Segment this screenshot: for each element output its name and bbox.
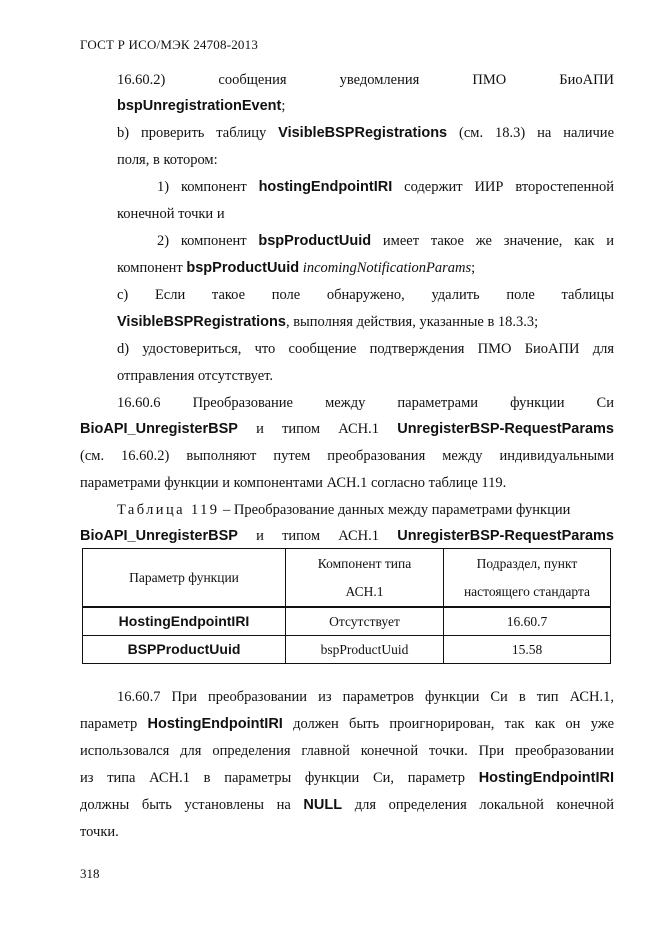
conversion-table — [82, 548, 611, 664]
text-line: использовался для определения главной конечной точки. При преобразовании — [80, 743, 614, 759]
text-line — [80, 419, 614, 439]
word: 16.60.2) — [117, 72, 166, 88]
text-line — [80, 714, 614, 734]
table-header-row — [83, 549, 611, 608]
header-component — [286, 549, 444, 608]
line-tail: ; — [471, 260, 476, 276]
param-name: BSPProductUuid — [127, 641, 241, 657]
text-line: 16.60.6 Преобразование между параметрами функции Си — [117, 395, 614, 411]
table-caption — [117, 500, 614, 520]
code-identifier: bspUnregistrationEvent — [117, 98, 282, 114]
line-mid: и типом АСН.1 — [256, 528, 380, 544]
table-cell: 15.58 — [444, 636, 611, 664]
text-line: 16.60.7 При преобразовании из параметров функции Си в тип АСН.1, — [117, 689, 614, 705]
text-line: (см. 16.60.2) выполняют путем преобразования между индивидуальными — [80, 448, 614, 464]
code-identifier: BioAPI_UnregisterBSP — [80, 421, 238, 437]
line-post: (см. 18.3) на наличие — [459, 125, 615, 141]
table-row — [83, 607, 611, 636]
word: уведомления — [339, 72, 420, 88]
page-number: 318 — [80, 866, 100, 881]
code-identifier: HostingEndpointIRI — [147, 716, 283, 732]
header-section — [444, 549, 611, 608]
line-pre: компонент — [117, 260, 183, 276]
code-identifier: BioAPI_UnregisterBSP — [80, 528, 238, 544]
text-line — [117, 123, 614, 143]
text-line: отправления отсутствует. — [117, 368, 274, 384]
code-identifier: HostingEndpointIRI — [478, 770, 614, 786]
text-line: точки. — [80, 824, 119, 840]
code-identifier: VisibleBSPRegistrations — [278, 125, 448, 141]
table-cell: 16.60.7 — [444, 607, 611, 636]
text-line — [80, 795, 614, 815]
code-identifier: UnregisterBSP-RequestParams — [397, 421, 614, 437]
caption-label: Таблица 119 — [117, 502, 220, 518]
line-pre: 1) компонент — [157, 179, 247, 195]
header-line: Компонент типа — [317, 555, 412, 571]
text-line: параметрами функции и компонентами АСН.1 согласно таблице 119. — [80, 475, 507, 491]
text-line — [80, 768, 614, 788]
line-pre: из типа АСН.1 в параметры функции Си, параметр — [80, 770, 465, 786]
header-param: Параметр функции — [83, 549, 286, 608]
line-pre: b) проверить таблицу — [117, 125, 267, 141]
line-pre: должны быть установлены на — [80, 797, 291, 813]
text-line: конечной точки и — [117, 206, 225, 222]
table-caption-cont — [80, 526, 614, 546]
code-identifier: bspProductUuid — [186, 260, 300, 276]
table-cell: Отсутствует — [286, 607, 444, 636]
table-cell — [83, 607, 286, 636]
line-post: содержит ИИР второстепенной — [404, 179, 615, 195]
table-row — [83, 636, 611, 664]
code-identifier: hostingEndpointIRI — [258, 179, 393, 195]
text-line: d) удостовериться, что сообщение подтверждения ПМО БиоАПИ для — [117, 341, 614, 357]
line-pre: параметр — [80, 716, 138, 732]
header-line: Подраздел, пункт — [476, 555, 578, 571]
line-post: должен быть проигнорирован, так как он уже — [293, 716, 615, 732]
text-line — [157, 231, 614, 251]
table-cell — [83, 636, 286, 664]
header-line: настоящего стандарта — [463, 583, 591, 599]
param-name: HostingEndpointIRI — [118, 613, 250, 629]
text-line: c) Если такое поле обнаружено, удалить поле таблицы — [117, 287, 614, 303]
table-cell: bspProductUuid — [286, 636, 444, 664]
code-identifier: NULL — [303, 797, 343, 813]
caption-text: – Преобразование данных между параметрами функции — [223, 502, 571, 518]
line-post: имеет такое же значение, как и — [382, 233, 614, 249]
line-pre: 2) компонент — [157, 233, 247, 249]
italic-identifier: incomingNotificationParams — [302, 260, 472, 276]
text-line — [117, 70, 614, 90]
line-mid: и типом АСН.1 — [256, 421, 380, 437]
text-line: поля, в котором: — [117, 152, 218, 168]
code-identifier: bspProductUuid — [258, 233, 372, 249]
line-post: для определения локальной конечной — [354, 797, 614, 813]
text-line — [117, 96, 614, 116]
text-line — [117, 258, 614, 278]
line-post: , выполняя действия, указанные в 18.3.3; — [285, 314, 539, 330]
line-tail: ; — [281, 98, 286, 114]
word: ПМО — [472, 72, 507, 88]
word: БиоАПИ — [559, 72, 615, 88]
header-line: АСН.1 — [345, 583, 384, 599]
text-line — [117, 312, 614, 332]
code-identifier: VisibleBSPRegistrations — [117, 314, 286, 330]
text-line — [157, 177, 614, 197]
document-header: ГОСТ Р ИСО/МЭК 24708-2013 — [80, 37, 259, 52]
code-identifier: UnregisterBSP-RequestParams — [397, 528, 614, 544]
word: сообщения — [218, 72, 287, 88]
